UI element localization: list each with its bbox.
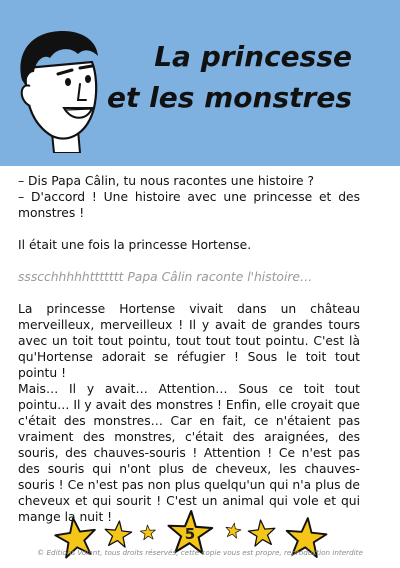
star-decoration <box>0 510 400 566</box>
page-number: 5 <box>184 525 196 543</box>
whisper-line: ssscchhhhhttttttt Papa Câlin raconte l'histoire… <box>18 270 313 284</box>
title-line-1: La princesse <box>154 40 352 73</box>
star-icon <box>104 520 133 548</box>
dialogue-line: – D'accord ! Une histoire avec une princesse et des monstres ! <box>18 190 360 220</box>
story-paragraph: Il était une fois la princesse Hortense. <box>18 238 252 252</box>
star-icon <box>224 522 241 539</box>
star-icon <box>247 519 276 547</box>
page-title <box>107 36 352 118</box>
story-paragraph: Mais… Il y avait… Attention… Sous ce toit tout pointu… Il y avait des monstres ! Enfin, elle croyait que c'était des monstres… Car en fait, ce n'étaient pas vraiment des monstres, c'était des araignées, des souris, des chauves-souris ! Attention ! Ce n'est pas des souris qui n'ont plus de cheveux, les chauves-souris ! Ce n'est pas non plus quelqu'un qui n'a plus de cheveux et qui sourit ! C'est un animal qui vole et qui mange la nuit ! <box>18 382 360 524</box>
copyright-notice: © Editions Volant, tous droits réservés, cette copie vous est propre, reproduction interdite <box>37 548 363 557</box>
header-banner <box>0 0 400 166</box>
star-icon <box>140 524 156 539</box>
story-paragraph: La princesse Hortense vivait dans un château merveilleux, merveilleux ! Il y avait de grandes tours avec un toit tout pointu, tout tout tout pointu. C'est là qu'Hortense adorait se réfugier ! Sous le toit tout pointu ! <box>18 302 360 380</box>
dialogue-line: – Dis Papa Câlin, tu nous racontes une histoire ? <box>18 174 315 188</box>
title-line-2: et les monstres <box>107 81 352 114</box>
papa-calin-face-icon <box>12 28 107 153</box>
story-text <box>18 173 360 525</box>
